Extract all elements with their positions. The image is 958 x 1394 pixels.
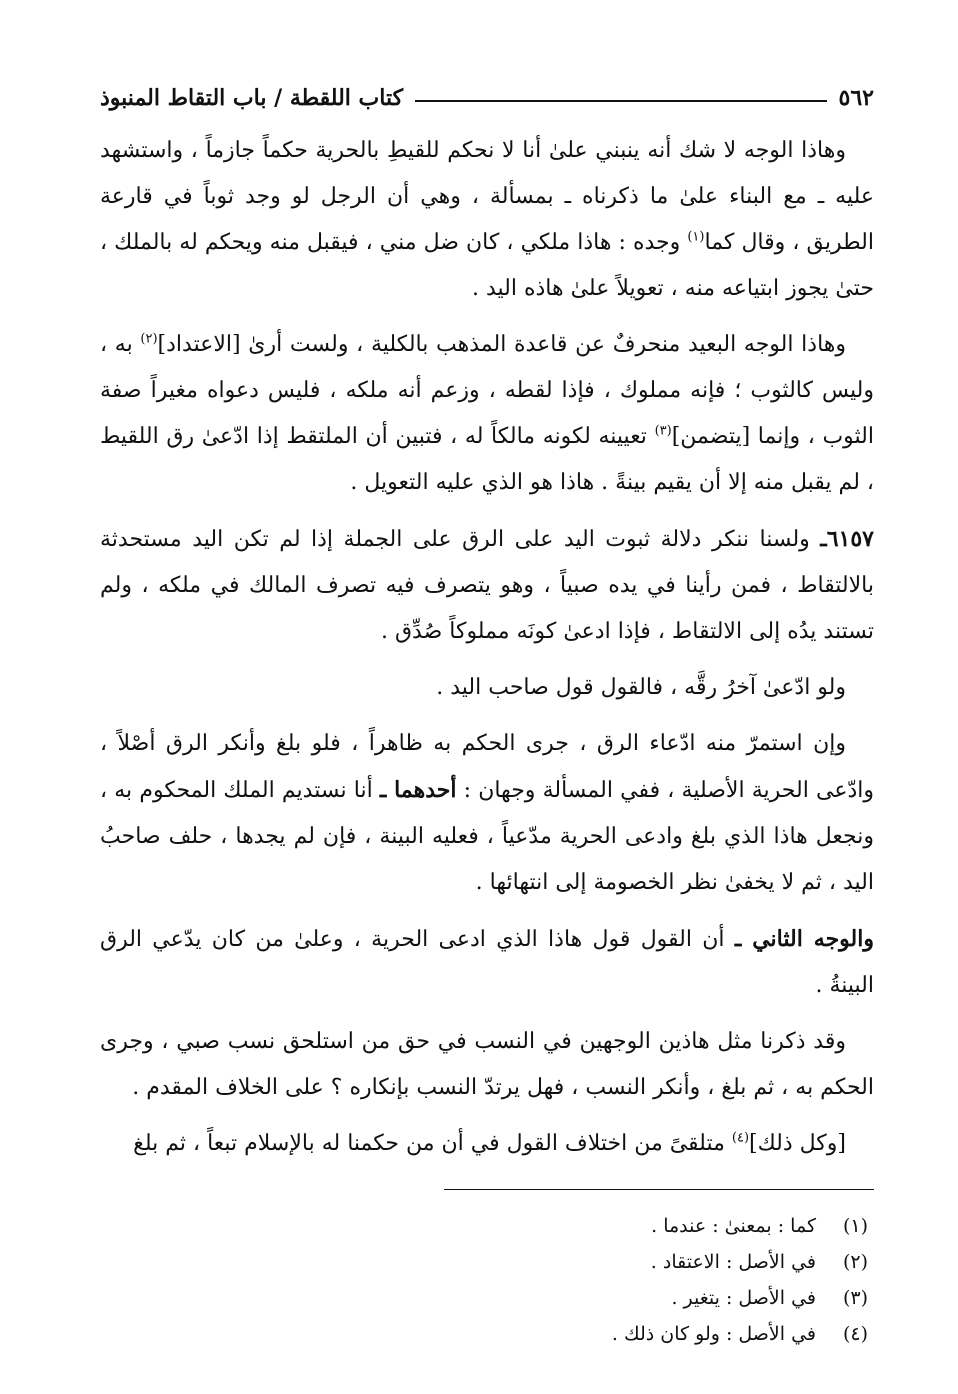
first-opinion-label: أحدهما ـ <box>379 777 457 803</box>
paragraph-2-part-c: تعيينه لكونه مالكاً له ، فتبين أن الملتقط إذا ادّعىٰ رق اللقيط ، لم يقبل منه إلا أن يقيم بينةً . هاذا هو الذي عليه التعويل . <box>100 424 874 495</box>
footnote-mark: (٤) <box>842 1323 868 1345</box>
paragraph-2-part-b: به ، وليس كالثوب ؛ فإنه مملوك ، فإذا لقطه ، وزعم أنه ملكه ، فليس دعواه مغيراً صفة الثوب ، وإنما [يتضمن] <box>100 332 874 449</box>
paragraph-7: وقد ذكرنا مثل هاذين الوجهين في النسب في حق من استلحق نسب صبي ، وجرى الحكم به ، ثم بلغ ، وأنكر النسب ، فهل يرتدّ النسب بإنكاره ؟ على الخلاف المقدم . <box>100 1029 874 1100</box>
paragraph-3-text: ولسنا ننكر دلالة ثبوت اليد على الرق على الجملة إذا لم تكن اليد مستحدثة بالالتقاط ، فمن رأينا في يده صبياً ، وهو يتصرف فيه تصرف المالك في ملكه ، ولم تستند يدُه إلى الالتقاط ، فإذا ادعىٰ كونَه مملوكاً صُدِّق . <box>100 527 874 644</box>
paragraph-1-part-a: وهاذا الوجه لا شك أنه ينبني علىٰ أنا لا نحكم للقيطِ بالحرية حكماً جازماً ، واستشهد عليه ـ مع البناء علىٰ ما ذكرناه ـ بمسألة ، وهي أن الرجل لو وجد ثوباً في قارعة الطريق ، وقال كما <box>100 138 874 255</box>
footnote-separator <box>444 1189 874 1190</box>
page-number: ٥٦٢ <box>838 85 874 111</box>
paragraph-5 <box>100 721 874 906</box>
header-rule <box>415 100 826 102</box>
footnote-item <box>100 1280 868 1316</box>
paragraph-1-part-b: وجده : هاذا ملكي ، كان ضل مني ، فيقبل منه ويحكم له بالملك ، حتىٰ يجوز ابتياعه منه ، تعويلاً علىٰ هاذه اليد . <box>100 230 874 301</box>
paragraph-4: ولو ادّعىٰ آخرُ رقَّه ، فالقول قول صاحب اليد . <box>436 675 846 700</box>
paragraph-8-part-b: متلقىً من اختلاف القول في أن من حكمنا له بالإسلام تبعاً ، ثم بلغ <box>133 1131 732 1156</box>
paragraph-3 <box>100 516 874 655</box>
footnote-mark: (٣) <box>842 1287 868 1309</box>
section-number: ٦١٥٧ـ <box>820 526 874 552</box>
paragraph-5-part-b: أنا نستديم الملك المحكوم به ، ونجعل هاذا الذي بلغ وادعى الحرية مدّعياً ، فعليه البينة ، فإن لم يجدها ، حلف صاحبُ اليد ، ثم لا يخفىٰ نظر الخصومة إلى انتهائها . <box>100 778 874 895</box>
paragraph-8 <box>100 1121 874 1167</box>
body-text <box>100 128 874 1167</box>
footnote-ref-1[interactable]: (١) <box>687 229 705 245</box>
paragraph-1 <box>100 128 874 312</box>
footnotes-list <box>100 1208 874 1352</box>
footnote-ref-4[interactable]: (٤) <box>731 1130 750 1146</box>
paragraph-8-part-a: [وكل ذلك] <box>749 1131 846 1156</box>
footnote-ref-3[interactable]: (٣) <box>654 423 672 439</box>
footnote-mark: (٢) <box>842 1251 868 1273</box>
paragraph-6-text: أن القول قول هاذا الذي ادعى الحرية ، وعلىٰ من كان يدّعي الرق البينةُ . <box>100 927 874 998</box>
footnote-text: كما : بمعنىٰ : عندما . <box>651 1215 816 1237</box>
footnote-text: في الأصل : الاعتقاد . <box>650 1251 816 1273</box>
paragraph-6 <box>100 916 874 1009</box>
footnote-text: في الأصل : يتغير . <box>671 1287 816 1309</box>
footnote-item <box>100 1244 868 1280</box>
running-head <box>100 78 874 118</box>
footnote-item <box>100 1316 868 1352</box>
paragraph-5-part-a: وإن استمرّ منه ادّعاء الرق ، جرى الحكم به ظاهراً ، فلو بلغ وأنكر الرق أصْلاً ، وادّعى الحرية الأصلية ، ففي المسألة وجهان : <box>100 731 874 803</box>
second-opinion-label: والوجه الثاني ـ <box>734 926 874 952</box>
paragraph-2 <box>100 322 874 506</box>
footnote-mark: (١) <box>842 1215 868 1237</box>
footnote-item <box>100 1208 868 1244</box>
footnote-ref-2[interactable]: (٢) <box>140 331 158 347</box>
paragraph-2-part-a: وهاذا الوجه البعيد منحرفٌ عن قاعدة المذهب بالكلية ، ولست أرىٰ [الاعتداد] <box>157 332 846 357</box>
chapter-title: كتاب اللقطة / باب التقاط المنبوذ <box>100 85 404 111</box>
footnote-text: في الأصل : ولو كان ذلك . <box>611 1323 816 1345</box>
